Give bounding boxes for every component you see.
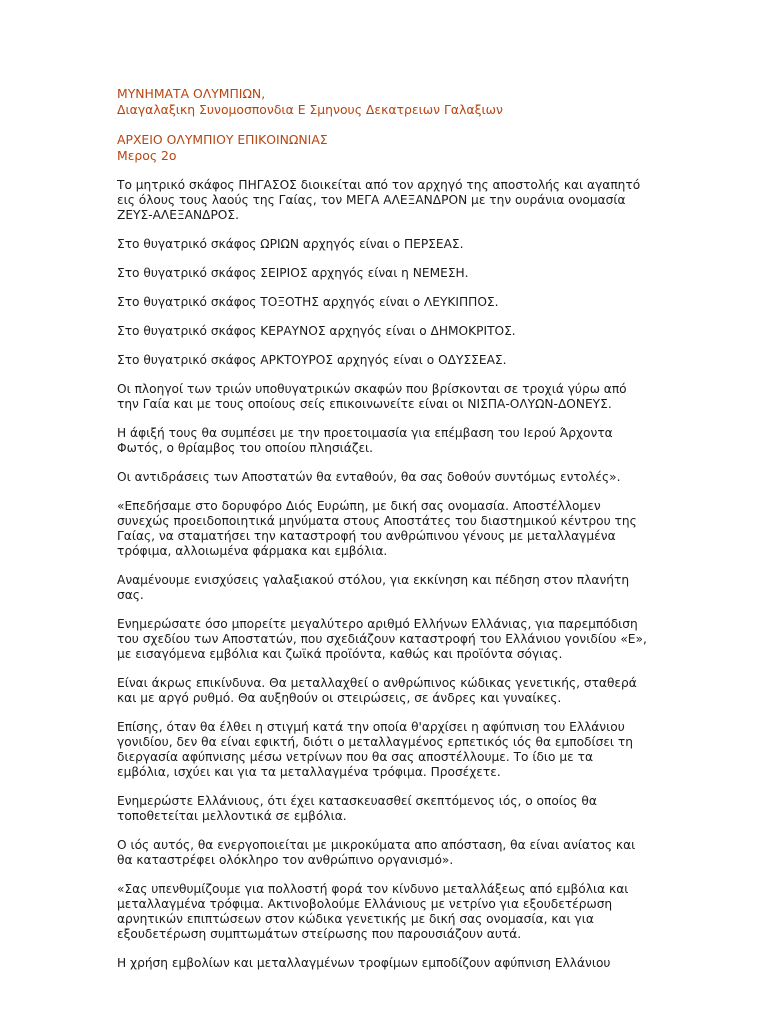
paragraph: Στο θυγατρικό σκάφος ΚΕΡΑΥΝΟΣ αρχηγός είναι ο ΔΗΜΟΚΡΙΤΟΣ. — [117, 324, 516, 338]
paragraph: Ενημερώσατε όσο μπορείτε μεγαλύτερο αριθμό Ελλήνων Ελλάνιας, για παρεμπόδιση του σχεδίου των Αποστατών, που σχεδιάζουν καταστροφή του Ελλάνιου γονιδίου «Ε», με εισαγόμενα εμβόλια και ζωϊκά προϊόντα, καθώς και προϊόντα σόγιας. — [117, 617, 647, 661]
paragraph: «Επεδήσαμε στο δορυφόρο Διός Ευρώπη, με δική σας ονομασία. Αποστέλλομεν συνεχώς προειδοποιητικά μηνύματα στους Αποστάτες του διαστημικού κέντρου της Γαίας, να σταματήσει την καταστροφή του ανθρώπινου γένους με μεταλλαγμένα τρόφιμα, αλλοιωμένα φάρμακα και εμβόλια. — [117, 499, 637, 558]
document-subtitle: Διαγαλαξικη Συνομοσπονδια Ε Σμηνους Δεκατρειων Γαλαξιων — [117, 102, 503, 117]
paragraph: «Σας υπενθυμίζουμε για πολλοστή φορά τον κίνδυνο μεταλλάξεως από εμβόλια και μεταλλαγμένα τρόφιμα. Ακτινοβολούμε Ελλάνιους με νετρίνο για εξουδετέρωση αρνητικών επιπτώσεων στον κώδικα γενετικής με δική σας ονομασία, και για εξουδετέρωση συμπτωμάτων στείρωσης που παρουσιάζουν αυτά. — [117, 882, 629, 941]
document-page — [117, 86, 647, 985]
paragraph: Η χρήση εμβολίων και μεταλλαγμένων τροφίμων εμποδίζουν αφύπνιση Ελλάνιου — [117, 956, 611, 970]
paragraph: Η άφιξή τους θα συμπέσει με την προετοιμασία για επέμβαση του Ιερού Άρχοντα Φωτός, ο θρίαμβος του οποίου πλησιάζει. — [117, 426, 613, 455]
header-block-1 — [117, 86, 647, 118]
paragraph: Οι πλοηγοί των τριών υποθυγατρικών σκαφών που βρίσκονται σε τροχιά γύρω από την Γαία και με τους οποίους σείς επικοινωνείτε είναι οι ΝΙΣΠΑ-ΟΛΥΩΝ-ΔΟΝΕΥΣ. — [117, 382, 627, 411]
header-block-2 — [117, 132, 647, 164]
archive-title: ΑΡΧΕΙΟ ΟΛΥΜΠΙΟΥ ΕΠΙΚΟΙΝΩΝΙΑΣ — [117, 132, 328, 147]
paragraph: Επίσης, όταν θα έλθει η στιγμή κατά την οποία θ'αρχίσει η αφύπνιση του Ελλάνιου γονιδίου, δεν θα είναι εφικτή, διότι ο μεταλλαγμένος ερπετικός ιός θα εμποδίσει τη διεργασία αφύπνισης μέσω νετρίνων που θα σας αποστέλλουμε. Το ίδιο με τα εμβόλια, ισχύει και για τα μεταλλαγμένα τρόφιμα. Προσέχετε. — [117, 720, 633, 779]
paragraph: Ενημερώστε Ελλάνιους, ότι έχει κατασκευασθεί σκεπτόμενος ιός, ο οποίος θα τοποθετείται μελλοντικά σε εμβόλια. — [117, 794, 597, 823]
paragraph: Οι αντιδράσεις των Αποστατών θα ενταθούν, θα σας δοθούν συντόμως εντολές». — [117, 470, 621, 484]
part-label: Μερος 2ο — [117, 148, 177, 163]
paragraph: Είναι άκρως επικίνδυνα. Θα μεταλλαχθεί ο ανθρώπινος κώδικας γενετικής, σταθερά και με αργό ρυθμό. Θα αυξηθούν οι στειρώσεις, σε άνδρες και γυναίκες. — [117, 676, 637, 705]
document-title: ΜΥΝΗΜΑΤΑ ΟΛΥΜΠΙΩΝ, — [117, 86, 266, 101]
paragraph: Το μητρικό σκάφος ΠΗΓΑΣΟΣ διοικείται από τον αρχηγό της αποστολής και αγαπητό εις όλους τους λαούς της Γαίας, τον ΜΕΓΑ ΑΛΕΞΑΝΔΡΟΝ με την ουράνια ονομασία ΖΕΥΣ-ΑΛΕΞΑΝΔΡΟΣ. — [117, 178, 641, 222]
paragraph: Αναμένουμε ενισχύσεις γαλαξιακού στόλου, για εκκίνηση και πέδηση στον πλανήτη σας. — [117, 573, 630, 602]
paragraph: Στο θυγατρικό σκάφος ΩΡΙΩΝ αρχηγός είναι ο ΠΕΡΣΕΑΣ. — [117, 237, 464, 251]
paragraph: Στο θυγατρικό σκάφος ΑΡΚΤΟΥΡΟΣ αρχηγός είναι ο ΟΔΥΣΣΕΑΣ. — [117, 353, 507, 367]
paragraph: Ο ιός αυτός, θα ενεργοποιείται με μικροκύματα απο απόσταση, θα είναι ανίατος και θα καταστρέφει ολόκληρο τον ανθρώπινο οργανισμό». — [117, 838, 636, 867]
paragraph: Στο θυγατρικό σκάφος ΤΟΞΟΤΗΣ αρχηγός είναι ο ΛΕΥΚΙΠΠΟΣ. — [117, 295, 499, 309]
paragraph: Στο θυγατρικό σκάφος ΣΕΙΡΙΟΣ αρχηγός είναι η ΝΕΜΕΣΗ. — [117, 266, 469, 280]
